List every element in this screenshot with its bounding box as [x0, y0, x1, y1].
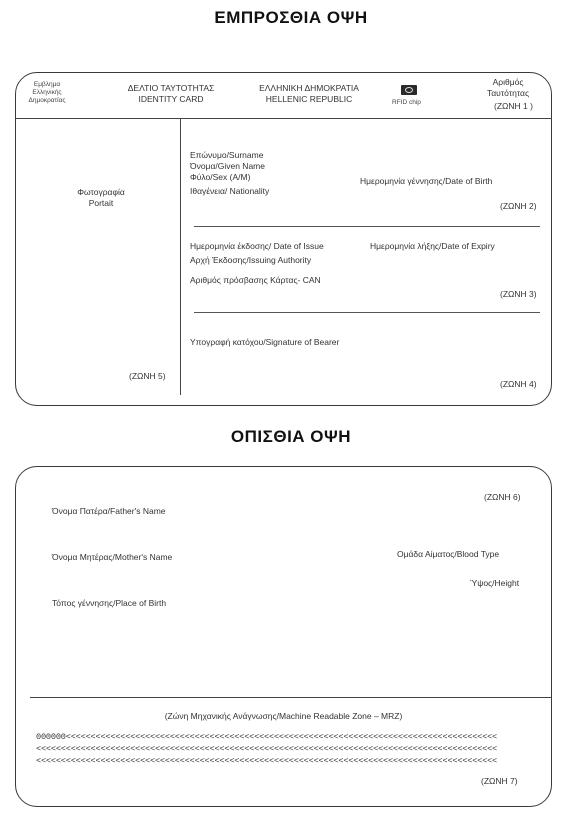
signature-label: Υπογραφή κατόχου/Signature of Bearer [190, 337, 340, 347]
nationality-label: Ιθαγένεια/ Nationality [190, 186, 270, 196]
zone2-divider [194, 226, 540, 227]
country-gr: ΕΛΛΗΝΙΚΗ ΔΗΜΟΚΡΑΤΙΑ [259, 83, 359, 93]
zone7-label: (ΖΩΝΗ 7) [481, 776, 518, 786]
doc-title-en: IDENTITY CARD [138, 94, 204, 104]
rfid-chip-icon [401, 85, 417, 95]
father-name-label: Όνομα Πατέρα/Father's Name [52, 506, 166, 516]
zone1-label: (ΖΩΝΗ 1 ) [494, 101, 533, 111]
doc-title [116, 83, 226, 105]
photo-divider [180, 118, 181, 395]
back-card [15, 466, 552, 807]
date-expiry-label: Ημερομηνία λήξης/Date of Expiry [370, 241, 495, 251]
mother-name-label: Όνομα Μητέρας/Mother's Name [52, 552, 173, 562]
photo-label-gr: Φωτογραφία [77, 187, 125, 197]
mrz-line-1: 000000<<<<<<<<<<<<<<<<<<<<<<<<<<<<<<<<<<<<<<<<<<<<<<<<<<<<<<<<<<<<<<<<<<<<<<<<<<<<<<<<<<<<<<< [36, 732, 498, 742]
zone4-label: (ΖΩΝΗ 4) [500, 379, 537, 389]
birthplace-label: Τόπος γέννησης/Place of Birth [52, 598, 167, 608]
photo-label [56, 187, 146, 209]
blood-type-label: Ομάδα Αίματος/Blood Type [397, 549, 500, 559]
mrz-line-2: <<<<<<<<<<<<<<<<<<<<<<<<<<<<<<<<<<<<<<<<<<<<<<<<<<<<<<<<<<<<<<<<<<<<<<<<<<<<<<<<<<<<<<<<<<<<< [36, 744, 498, 754]
doc-title-gr: ΔΕΛΤΙΟ ΤΑΥΤΟΤΗΤΑΣ [127, 83, 215, 93]
rfid-label: RFID chip [392, 99, 421, 106]
zone3-divider [194, 312, 540, 313]
id-number-label: Αριθμός Ταυτότητας [486, 77, 530, 98]
zone6-label: (ΖΩΝΗ 6) [484, 492, 521, 502]
mrz-divider [30, 697, 551, 698]
dob-label: Ημερομηνία γέννησης/Date of Birth [360, 176, 493, 186]
emblem-label: Εμβλημα Ελληνικής Δημοκρατίας [28, 81, 66, 104]
surname-label: Επώνυμο/Surname [190, 150, 264, 160]
mrz-title: (Ζώνη Μηχανικής Ανάγνωσης/Machine Readable Zone – MRZ) [164, 711, 403, 721]
authority-label: Αρχή Έκδοσης/Issuing Authority [190, 255, 312, 265]
sex-label: Φύλο/Sex (A/M) [190, 172, 251, 182]
country-en: HELLENIC REPUBLIC [265, 94, 353, 104]
back-heading: ΟΠΙΣΘΙΑ ΟΨΗ [230, 427, 352, 446]
photo-label-en: Portait [88, 198, 114, 208]
zone3-label: (ΖΩΝΗ 3) [500, 289, 537, 299]
height-label: Ύψος/Height [470, 578, 520, 588]
zone2-label: (ΖΩΝΗ 2) [500, 201, 537, 211]
given-name-label: Όνομα/Given Name [190, 161, 265, 171]
can-label: Αριθμός πρόσβασης Κάρτας- CAN [190, 275, 321, 285]
zone5-label: (ΖΩΝΗ 5) [129, 371, 166, 381]
date-issue-label: Ημερομηνία έκδοσης/ Date of Issue [190, 241, 324, 251]
front-heading: ΕΜΠΡΟΣΘΙΑ ΟΨΗ [214, 8, 368, 27]
header-divider [16, 118, 552, 119]
front-card [15, 72, 552, 406]
mrz-line-3: <<<<<<<<<<<<<<<<<<<<<<<<<<<<<<<<<<<<<<<<<<<<<<<<<<<<<<<<<<<<<<<<<<<<<<<<<<<<<<<<<<<<<<<<<<<<< [36, 756, 498, 766]
country-title [244, 83, 374, 105]
